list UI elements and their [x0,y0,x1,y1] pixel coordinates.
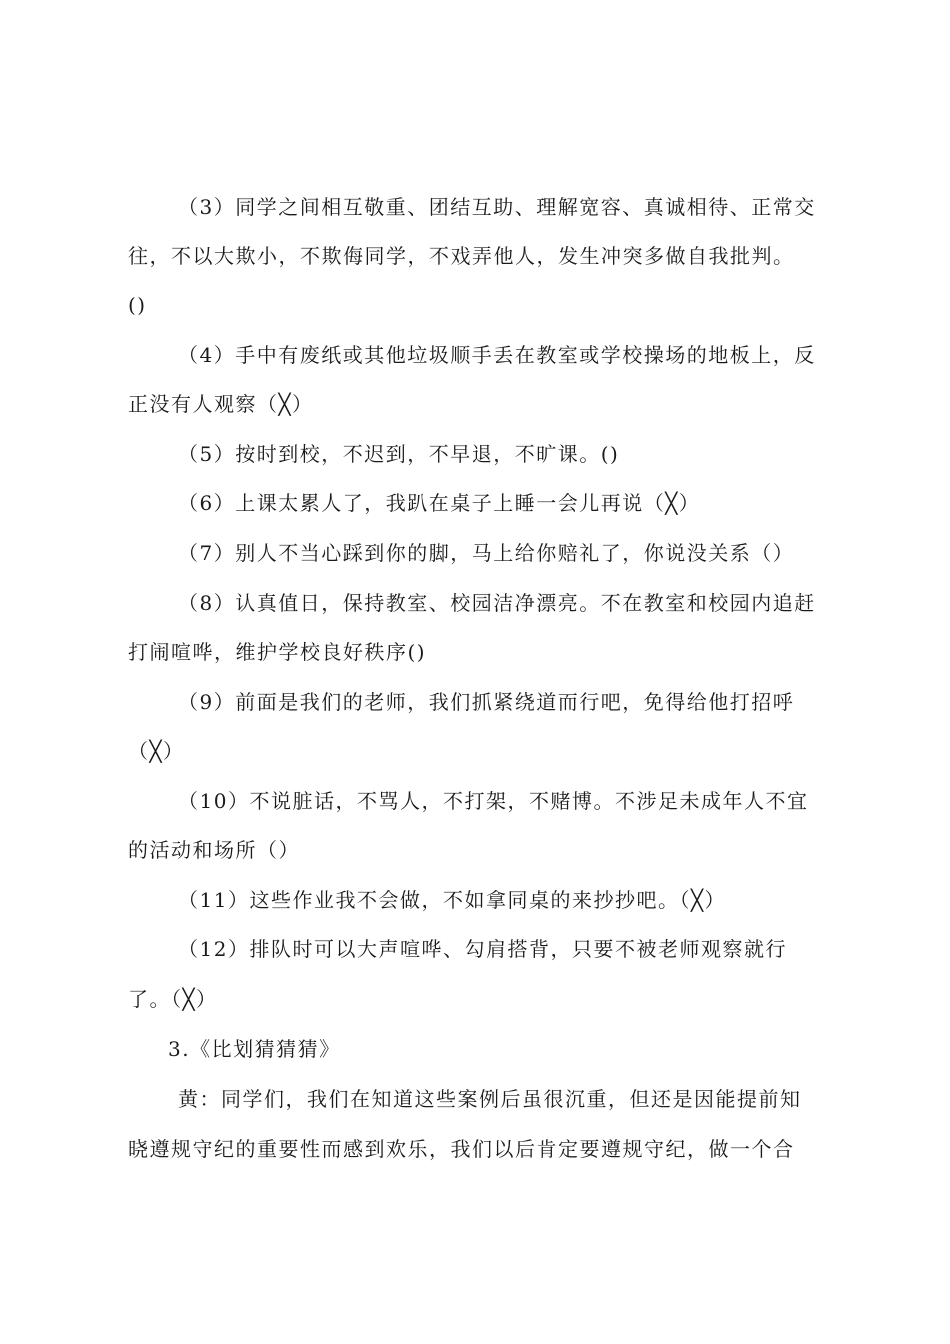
text-line: （4）手中有废纸或其他垃圾顺手丢在教室或学校操场的地板上，反 [178,343,816,367]
text-line: 正没有人观察（╳） [128,392,314,416]
text-line: （11）这些作业我不会做，不如拿同桌的来抄抄吧。（╳） [178,888,726,912]
text-line: （7）别人不当心踩到你的脚，马上给你赔礼了，你说没关系（） [178,541,795,565]
text-line: () [128,293,147,317]
text-line: 了。（╳） [128,987,218,1011]
section-heading: 3.《比划猜猜猜》 [168,1037,341,1061]
text-line: （10）不说脏话，不骂人，不打架，不赌博。不涉足未成年人不宜 [178,789,809,813]
text-line: （╳） [128,739,185,763]
text-line: （6）上课太累人了，我趴在桌子上睡一会儿再说（╳） [178,491,701,515]
text-line: 黄：同学们，我们在知道这些案例后虽很沉重，但还是因能提前知 [178,1087,802,1111]
text-line: （3）同学之间相互敬重、团结互助、理解宽容、真诚相待、正常交 [178,195,816,219]
text-line: 的活动和场所（） [128,838,300,862]
text-line: 打闹喧哗，维护学校良好秩序() [128,640,427,664]
text-line: （8）认真值日，保持教室、校园洁净漂亮。不在教室和校园内追赶 [178,591,816,615]
text-line: （12）排队时可以大声喧哗、勾肩搭背，只要不被老师观察就行 [178,937,787,961]
text-line: 往，不以大欺小，不欺侮同学，不戏弄他人，发生冲突多做自我批判。 [128,244,795,268]
text-line: （9）前面是我们的老师，我们抓紧绕道而行吧，免得给他打招呼 [178,690,795,714]
text-line: （5）按时到校，不迟到，不早退，不旷课。() [178,442,620,466]
text-line: 晓遵规守纪的重要性而感到欢乐，我们以后肯定要遵规守纪，做一个合 [128,1137,795,1161]
